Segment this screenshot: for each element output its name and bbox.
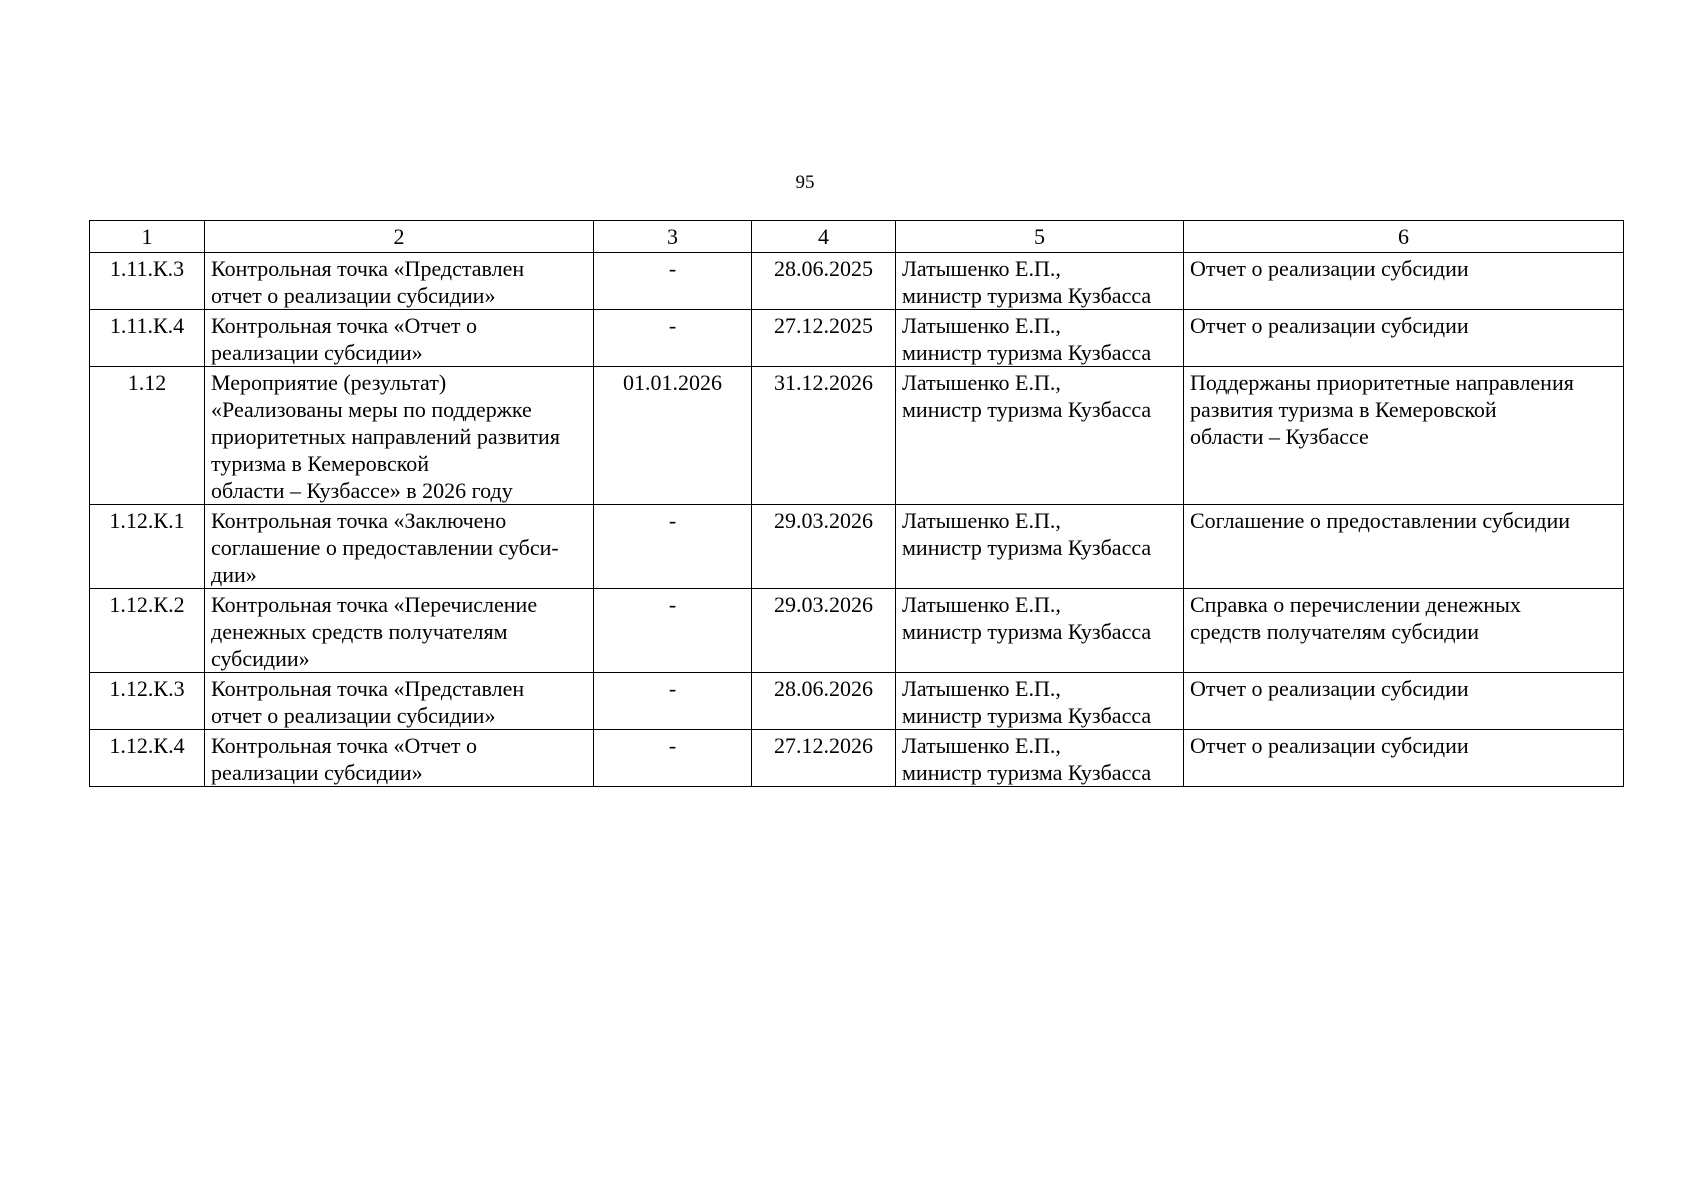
row-id-cell: 1.11.К.3 bbox=[90, 253, 205, 310]
row-description-cell bbox=[205, 310, 594, 367]
responsible-line: министр туризма Кузбасса bbox=[902, 703, 1152, 728]
row-responsible-cell bbox=[896, 730, 1184, 787]
responsible-line: министр туризма Кузбасса bbox=[902, 535, 1152, 560]
row-responsible-cell bbox=[896, 673, 1184, 730]
row-description-cell bbox=[205, 253, 594, 310]
responsible-line: Латышенко Е.П., bbox=[902, 733, 1061, 758]
result-line: Соглашение о предоставлении субсидии bbox=[1190, 508, 1571, 533]
responsible-line: Латышенко Е.П., bbox=[902, 592, 1061, 617]
row-end-date-cell: 27.12.2026 bbox=[752, 730, 896, 787]
description-line: Мероприятие (результат) bbox=[211, 370, 447, 395]
description-line: денежных средств получателям bbox=[211, 619, 508, 644]
row-id-cell: 1.12.К.3 bbox=[90, 673, 205, 730]
table-row bbox=[90, 505, 1624, 589]
description-line: Контрольная точка «Отчет о bbox=[211, 733, 477, 758]
result-line: Справка о перечислении денежных bbox=[1190, 592, 1521, 617]
result-line: Отчет о реализации субсидии bbox=[1190, 313, 1469, 338]
responsible-line: Латышенко Е.П., bbox=[902, 256, 1061, 281]
responsible-line: министр туризма Кузбасса bbox=[902, 619, 1152, 644]
page-number: 95 bbox=[795, 172, 815, 193]
description-line: туризма в Кемеровской bbox=[211, 451, 430, 476]
responsible-line: Латышенко Е.П., bbox=[902, 313, 1061, 338]
header-col-2: 2 bbox=[205, 221, 594, 253]
row-description-cell bbox=[205, 367, 594, 505]
description-line: отчет о реализации субсидии» bbox=[211, 703, 496, 728]
header-col-5: 5 bbox=[896, 221, 1184, 253]
table-row bbox=[90, 367, 1624, 505]
row-id-cell: 1.11.К.4 bbox=[90, 310, 205, 367]
row-description-cell bbox=[205, 589, 594, 673]
responsible-line: министр туризма Кузбасса bbox=[902, 283, 1152, 308]
description-line: реализации субсидии» bbox=[211, 760, 423, 785]
result-line: Отчет о реализации субсидии bbox=[1190, 256, 1469, 281]
responsible-line: Латышенко Е.П., bbox=[902, 676, 1061, 701]
description-line: соглашение о предоставлении субси- bbox=[211, 535, 559, 560]
responsible-line: министр туризма Кузбасса bbox=[902, 760, 1152, 785]
description-line: дии» bbox=[211, 562, 257, 587]
result-line: Отчет о реализации субсидии bbox=[1190, 733, 1469, 758]
responsible-line: Латышенко Е.П., bbox=[902, 508, 1061, 533]
row-end-date-cell: 28.06.2025 bbox=[752, 253, 896, 310]
header-row bbox=[90, 221, 1624, 253]
row-responsible-cell bbox=[896, 505, 1184, 589]
row-description-cell bbox=[205, 505, 594, 589]
table-body bbox=[90, 253, 1624, 787]
responsible-line: Латышенко Е.П., bbox=[902, 370, 1061, 395]
result-line: средств получателям субсидии bbox=[1190, 619, 1479, 644]
row-responsible-cell bbox=[896, 310, 1184, 367]
row-start-date-cell: 01.01.2026 bbox=[594, 367, 752, 505]
row-end-date-cell: 29.03.2026 bbox=[752, 589, 896, 673]
row-result-cell bbox=[1184, 505, 1624, 589]
row-responsible-cell bbox=[896, 367, 1184, 505]
responsible-line: министр туризма Кузбасса bbox=[902, 340, 1152, 365]
row-start-date-cell: - bbox=[594, 673, 752, 730]
row-id-cell: 1.12.К.1 bbox=[90, 505, 205, 589]
description-line: отчет о реализации субсидии» bbox=[211, 283, 496, 308]
row-start-date-cell: - bbox=[594, 589, 752, 673]
responsible-line: министр туризма Кузбасса bbox=[902, 397, 1152, 422]
description-line: Контрольная точка «Отчет о bbox=[211, 313, 477, 338]
description-line: области – Кузбассе» в 2026 году bbox=[211, 478, 513, 503]
row-result-cell bbox=[1184, 253, 1624, 310]
description-line: Контрольная точка «Перечисление bbox=[211, 592, 538, 617]
description-line: приоритетных направлений развития bbox=[211, 424, 560, 449]
table-row bbox=[90, 253, 1624, 310]
row-result-cell bbox=[1184, 730, 1624, 787]
row-responsible-cell bbox=[896, 253, 1184, 310]
row-id-cell: 1.12 bbox=[90, 367, 205, 505]
row-result-cell bbox=[1184, 589, 1624, 673]
result-line: Поддержаны приоритетные направления bbox=[1190, 370, 1574, 395]
header-col-6: 6 bbox=[1184, 221, 1624, 253]
result-line: Отчет о реализации субсидии bbox=[1190, 676, 1469, 701]
row-start-date-cell: - bbox=[594, 253, 752, 310]
header-col-4: 4 bbox=[752, 221, 896, 253]
row-responsible-cell bbox=[896, 589, 1184, 673]
row-id-cell: 1.12.К.2 bbox=[90, 589, 205, 673]
result-line: области – Кузбассе bbox=[1190, 424, 1369, 449]
row-result-cell bbox=[1184, 367, 1624, 505]
row-id-cell: 1.12.К.4 bbox=[90, 730, 205, 787]
result-line: развития туризма в Кемеровской bbox=[1190, 397, 1497, 422]
table-row bbox=[90, 310, 1624, 367]
row-start-date-cell: - bbox=[594, 505, 752, 589]
row-end-date-cell: 28.06.2026 bbox=[752, 673, 896, 730]
row-result-cell bbox=[1184, 310, 1624, 367]
row-end-date-cell: 27.12.2025 bbox=[752, 310, 896, 367]
description-line: Контрольная точка «Заключено bbox=[211, 508, 507, 533]
row-description-cell bbox=[205, 730, 594, 787]
header-col-1: 1 bbox=[90, 221, 205, 253]
control-points-table bbox=[89, 220, 1624, 787]
row-end-date-cell: 29.03.2026 bbox=[752, 505, 896, 589]
row-end-date-cell: 31.12.2026 bbox=[752, 367, 896, 505]
description-line: Контрольная точка «Представлен bbox=[211, 256, 525, 281]
description-line: Контрольная точка «Представлен bbox=[211, 676, 525, 701]
header-col-3: 3 bbox=[594, 221, 752, 253]
description-line: реализации субсидии» bbox=[211, 340, 423, 365]
row-result-cell bbox=[1184, 673, 1624, 730]
table-row bbox=[90, 589, 1624, 673]
row-start-date-cell: - bbox=[594, 310, 752, 367]
table-row bbox=[90, 730, 1624, 787]
description-line: «Реализованы меры по поддержке bbox=[211, 397, 532, 422]
description-line: субсидии» bbox=[211, 646, 310, 671]
row-start-date-cell: - bbox=[594, 730, 752, 787]
row-description-cell bbox=[205, 673, 594, 730]
table-header bbox=[90, 221, 1624, 253]
table-row bbox=[90, 673, 1624, 730]
